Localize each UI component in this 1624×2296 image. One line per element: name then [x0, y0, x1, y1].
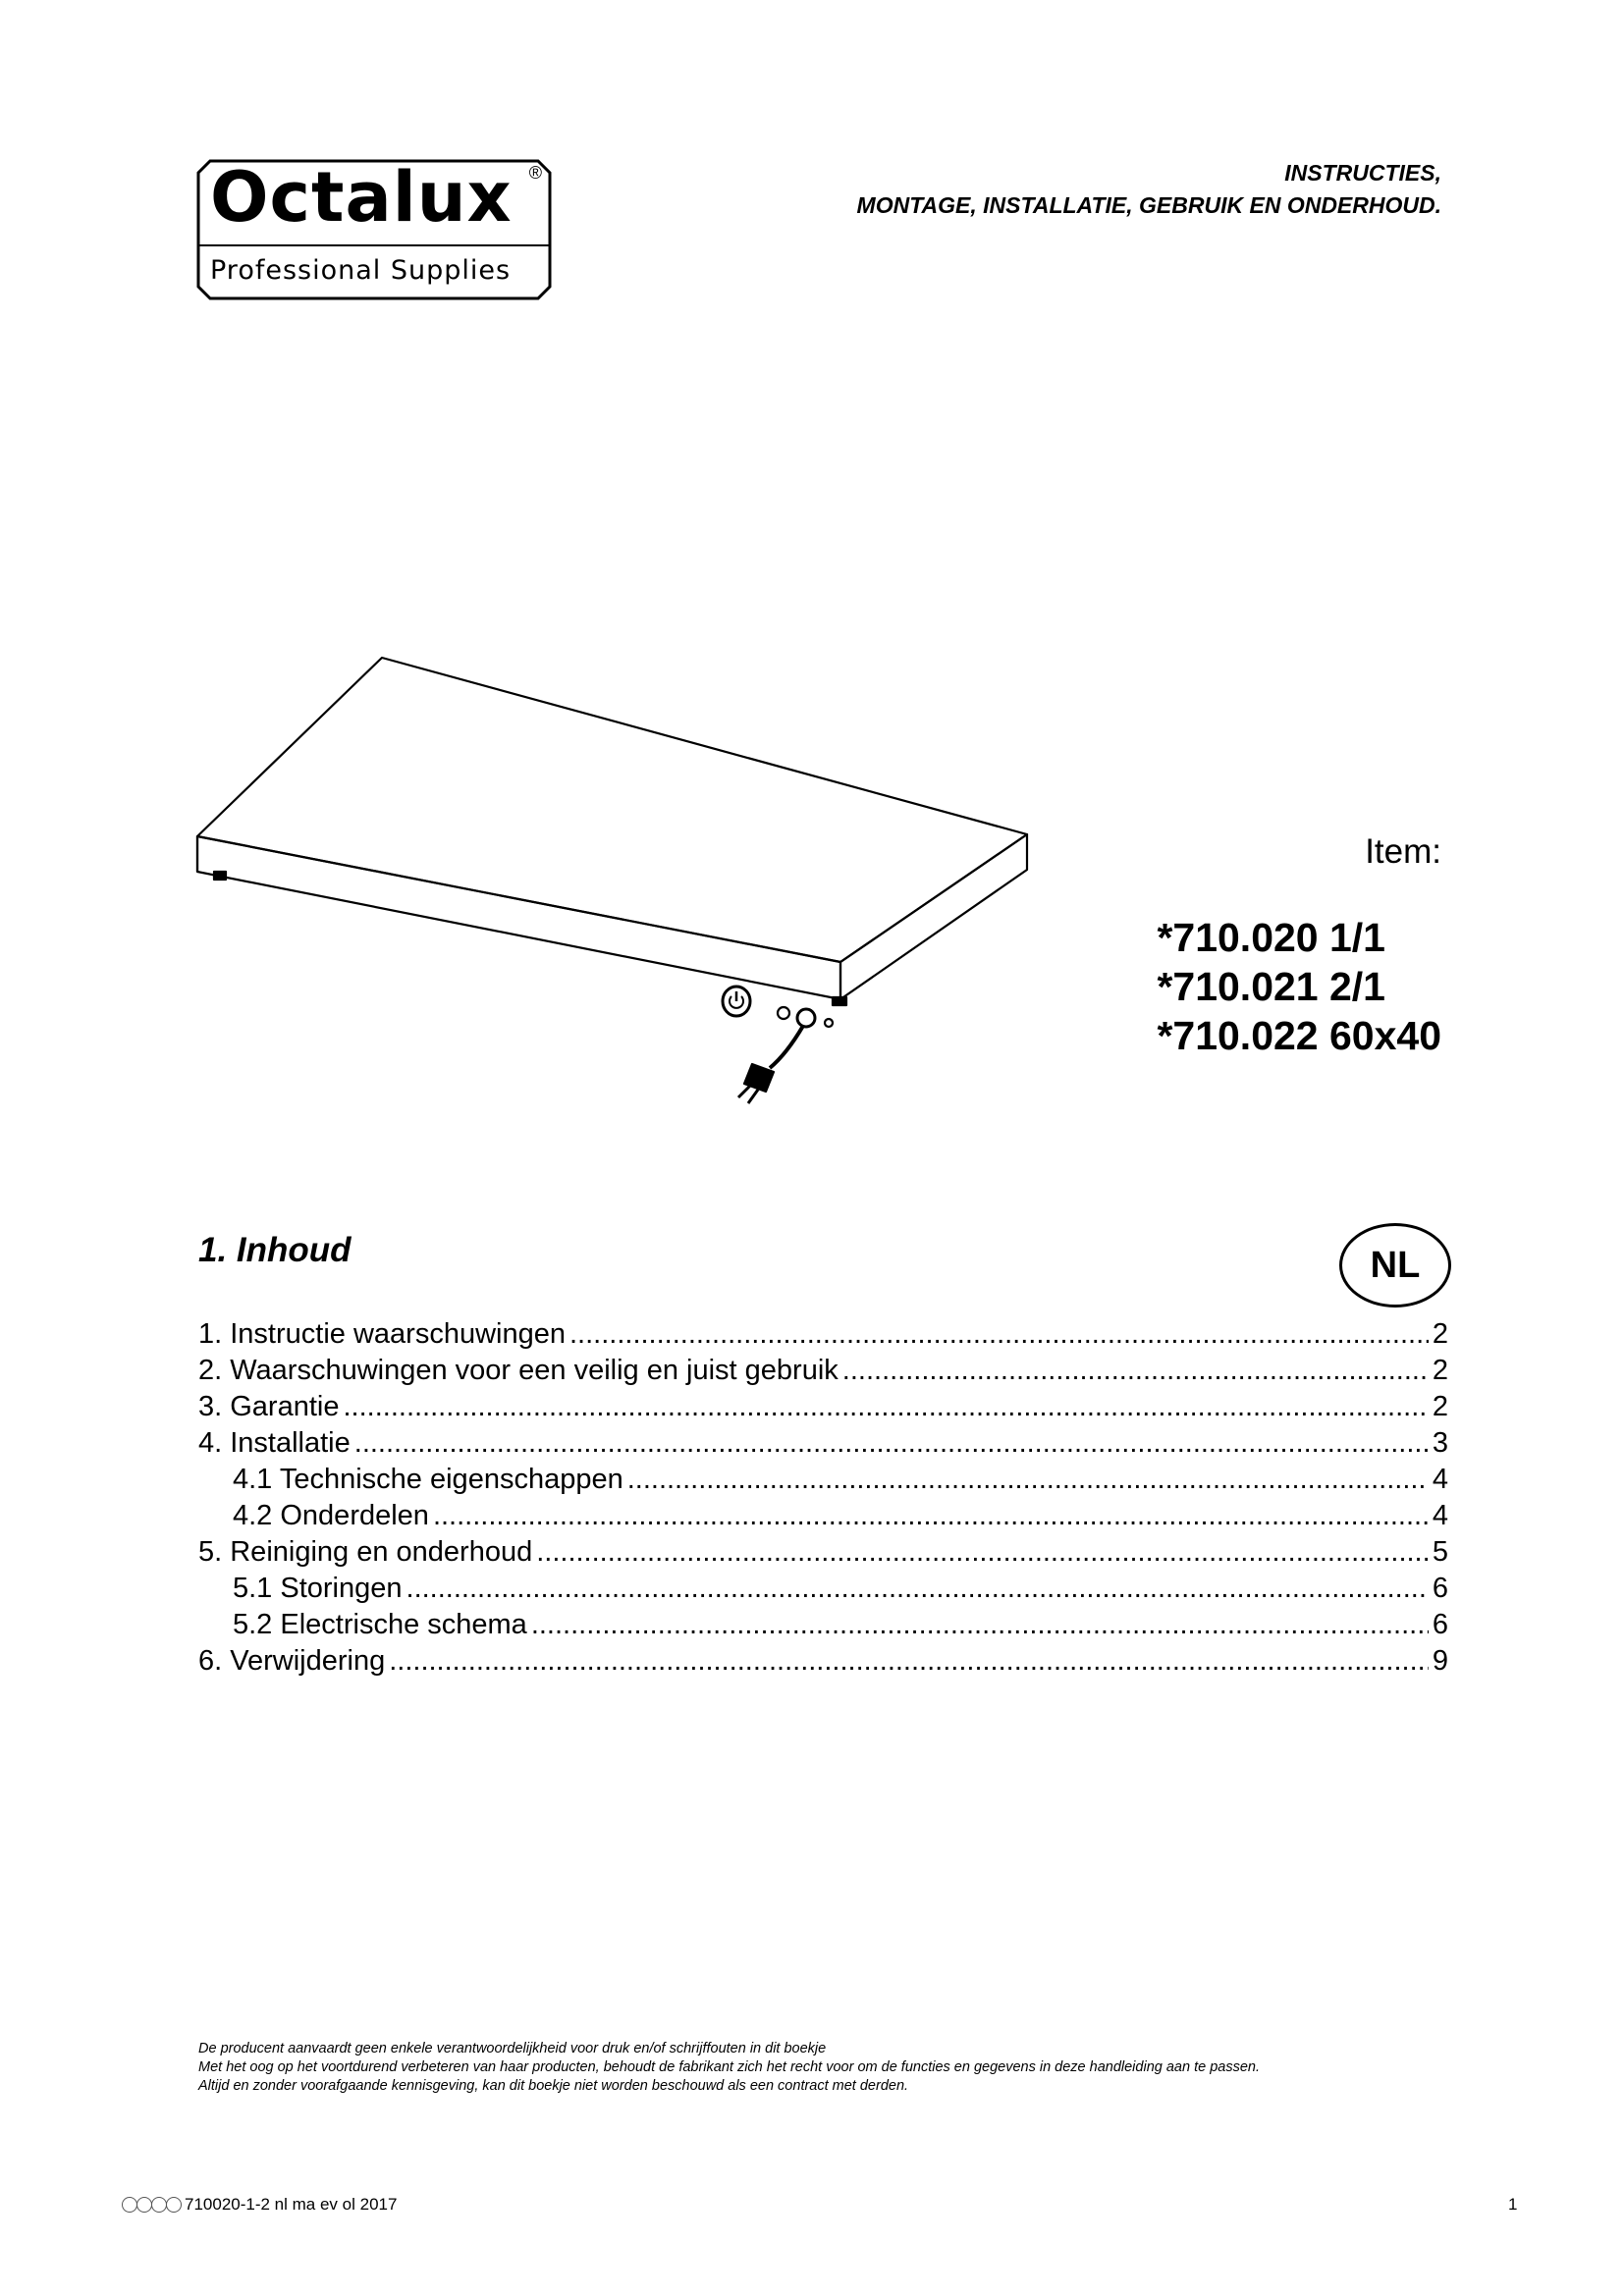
toc-dot-leader	[354, 1425, 1429, 1462]
toc-dot-leader	[569, 1316, 1429, 1353]
toc-dot-leader	[406, 1571, 1429, 1607]
footer-circles-icon	[122, 2197, 181, 2213]
hot-plate-illustration	[192, 648, 1037, 1109]
toc-entry-page: 4	[1432, 1464, 1448, 1495]
toc-entry-page: 6	[1432, 1573, 1448, 1604]
page-number: 1	[1508, 2195, 1518, 2214]
toc-dot-leader	[531, 1607, 1429, 1643]
item-code: *710.021 2/1	[1157, 964, 1385, 1009]
footer-document-code	[122, 2195, 397, 2215]
toc-entry-title: 4. Installatie	[198, 1427, 351, 1459]
toc-entry-page: 5	[1432, 1536, 1448, 1568]
brand-logo	[196, 159, 552, 300]
toc-entry[interactable]	[198, 1389, 1448, 1425]
language-badge: NL	[1339, 1223, 1451, 1308]
toc-entry-title: 5. Reiniging en onderhoud	[198, 1536, 533, 1568]
registered-mark: ®	[528, 163, 542, 183]
disclaimer	[198, 2040, 1455, 2096]
logo-wordmark: Octalux	[210, 157, 513, 238]
toc-dot-leader	[627, 1462, 1429, 1498]
toc-entry-page: 9	[1432, 1645, 1448, 1677]
toc-entry[interactable]	[198, 1353, 1448, 1389]
toc-entry-title: 2. Waarschuwingen voor een veilig en juist gebruik	[198, 1355, 839, 1386]
doc-code: 710020-1-2 nl ma ev ol 2017	[185, 2195, 398, 2214]
toc-entry-title: 4.1 Technische eigenschappen	[233, 1464, 623, 1495]
toc-entry[interactable]	[198, 1607, 1448, 1643]
toc-entry-page: 3	[1432, 1427, 1448, 1459]
disclaimer-line: De producent aanvaardt geen enkele verantwoordelijkheid voor druk en/of schrijffouten in dit boekje	[198, 2041, 827, 2056]
toc-entry[interactable]	[198, 1462, 1448, 1498]
toc-entry-title: 1. Instructie waarschuwingen	[198, 1318, 566, 1350]
item-code: *710.022 60x40	[1157, 1013, 1441, 1058]
toc-entry-page: 4	[1432, 1500, 1448, 1531]
toc-entry[interactable]	[198, 1425, 1448, 1462]
toc-entry-title: 5.1 Storingen	[233, 1573, 403, 1604]
toc-entry[interactable]	[198, 1643, 1448, 1680]
item-code: *710.020 1/1	[1157, 915, 1385, 960]
toc-entry-title: 3. Garantie	[198, 1391, 340, 1422]
toc-entry-page: 2	[1432, 1318, 1448, 1350]
disclaimer-line: Altijd en zonder voorafgaande kennisgeving, kan dit boekje niet worden beschouwd als een contract met derden.	[198, 2078, 909, 2094]
table-of-contents	[198, 1316, 1448, 1680]
item-code-list	[1157, 913, 1441, 1060]
toc-entry-title: 4.2 Onderdelen	[233, 1500, 429, 1531]
toc-dot-leader	[343, 1389, 1428, 1425]
toc-dot-leader	[842, 1353, 1429, 1389]
item-label: Item:	[1365, 832, 1441, 871]
toc-entry-page: 2	[1432, 1355, 1448, 1386]
toc-heading: 1. Inhoud	[198, 1231, 352, 1269]
document-header	[857, 157, 1441, 222]
header-line-2: MONTAGE, INSTALLATIE, GEBRUIK EN ONDERHOUD.	[856, 192, 1441, 218]
toc-entry[interactable]	[198, 1534, 1448, 1571]
toc-entry-page: 6	[1432, 1609, 1448, 1640]
disclaimer-line: Met het oog op het voortdurend verbeteren van haar producten, behoudt de fabrikant zich het recht voor om de functies en gegevens in deze handleiding aan te passen.	[198, 2059, 1260, 2075]
toc-entry-title: 6. Verwijdering	[198, 1645, 386, 1677]
toc-dot-leader	[536, 1534, 1429, 1571]
toc-entry-title: 5.2 Electrische schema	[233, 1609, 527, 1640]
toc-dot-leader	[389, 1643, 1429, 1680]
toc-entry[interactable]	[198, 1498, 1448, 1534]
toc-dot-leader	[433, 1498, 1429, 1534]
logo-tagline: Professional Supplies	[210, 255, 512, 286]
toc-entry[interactable]	[198, 1571, 1448, 1607]
header-line-1: INSTRUCTIES,	[1284, 160, 1441, 186]
toc-entry-page: 2	[1432, 1391, 1448, 1422]
toc-entry[interactable]	[198, 1316, 1448, 1353]
